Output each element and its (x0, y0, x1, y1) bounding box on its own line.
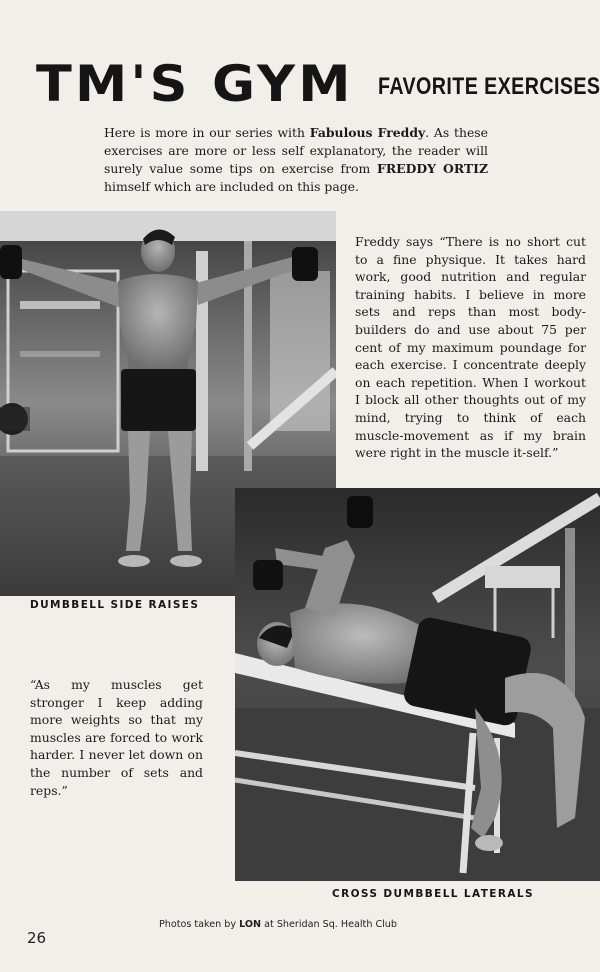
page-title: TM'S GYM (36, 55, 354, 113)
intro-bold-fullname: FREDDY ORTIZ (377, 161, 488, 176)
photo2-caption: CROSS DUMBBELL LATERALS (332, 888, 534, 900)
intro-paragraph (104, 124, 488, 196)
freddy-quote-left: “As my muscles get stronger I keep adding more weights so that my muscles are forced to work harder. I never let down on the number of sets and reps.” (30, 677, 203, 798)
freddy-quote-right: Freddy says “There is no short cut to a fine physique. It takes hard work, good nutrition and regular training habits. I believe in more sets and reps than most body-builders do and use about 75 per cent of my maximum poundage for each exercise. I concentrate deeply on each repetition. When I workout I block all other thoughts out of my mind, trying to think of each muscle-movement as if my brain were right in the muscle it-self.” (355, 234, 586, 461)
page-subtitle: FAVORITE EXERCISES (378, 73, 600, 100)
intro-bold-name: Fabulous Freddy (309, 125, 426, 140)
credit-photographer: LON (239, 919, 262, 930)
photo-credit (159, 919, 397, 930)
page-number: 26 (27, 929, 47, 947)
intro-text-3: himself which are included on this page. (104, 179, 359, 194)
credit-prefix: Photos taken by (159, 919, 240, 930)
cross-dumbbell-laterals-photo (235, 488, 600, 881)
intro-text-2: . As these exercises are more or less self explanatory, the reader will surely value some tips on exercise from (104, 125, 488, 176)
credit-suffix: at Sheridan Sq. Health Club (261, 919, 397, 930)
photo1-caption: DUMBBELL SIDE RAISES (30, 599, 200, 611)
intro-text-1: Here is more in our series with (104, 125, 310, 140)
